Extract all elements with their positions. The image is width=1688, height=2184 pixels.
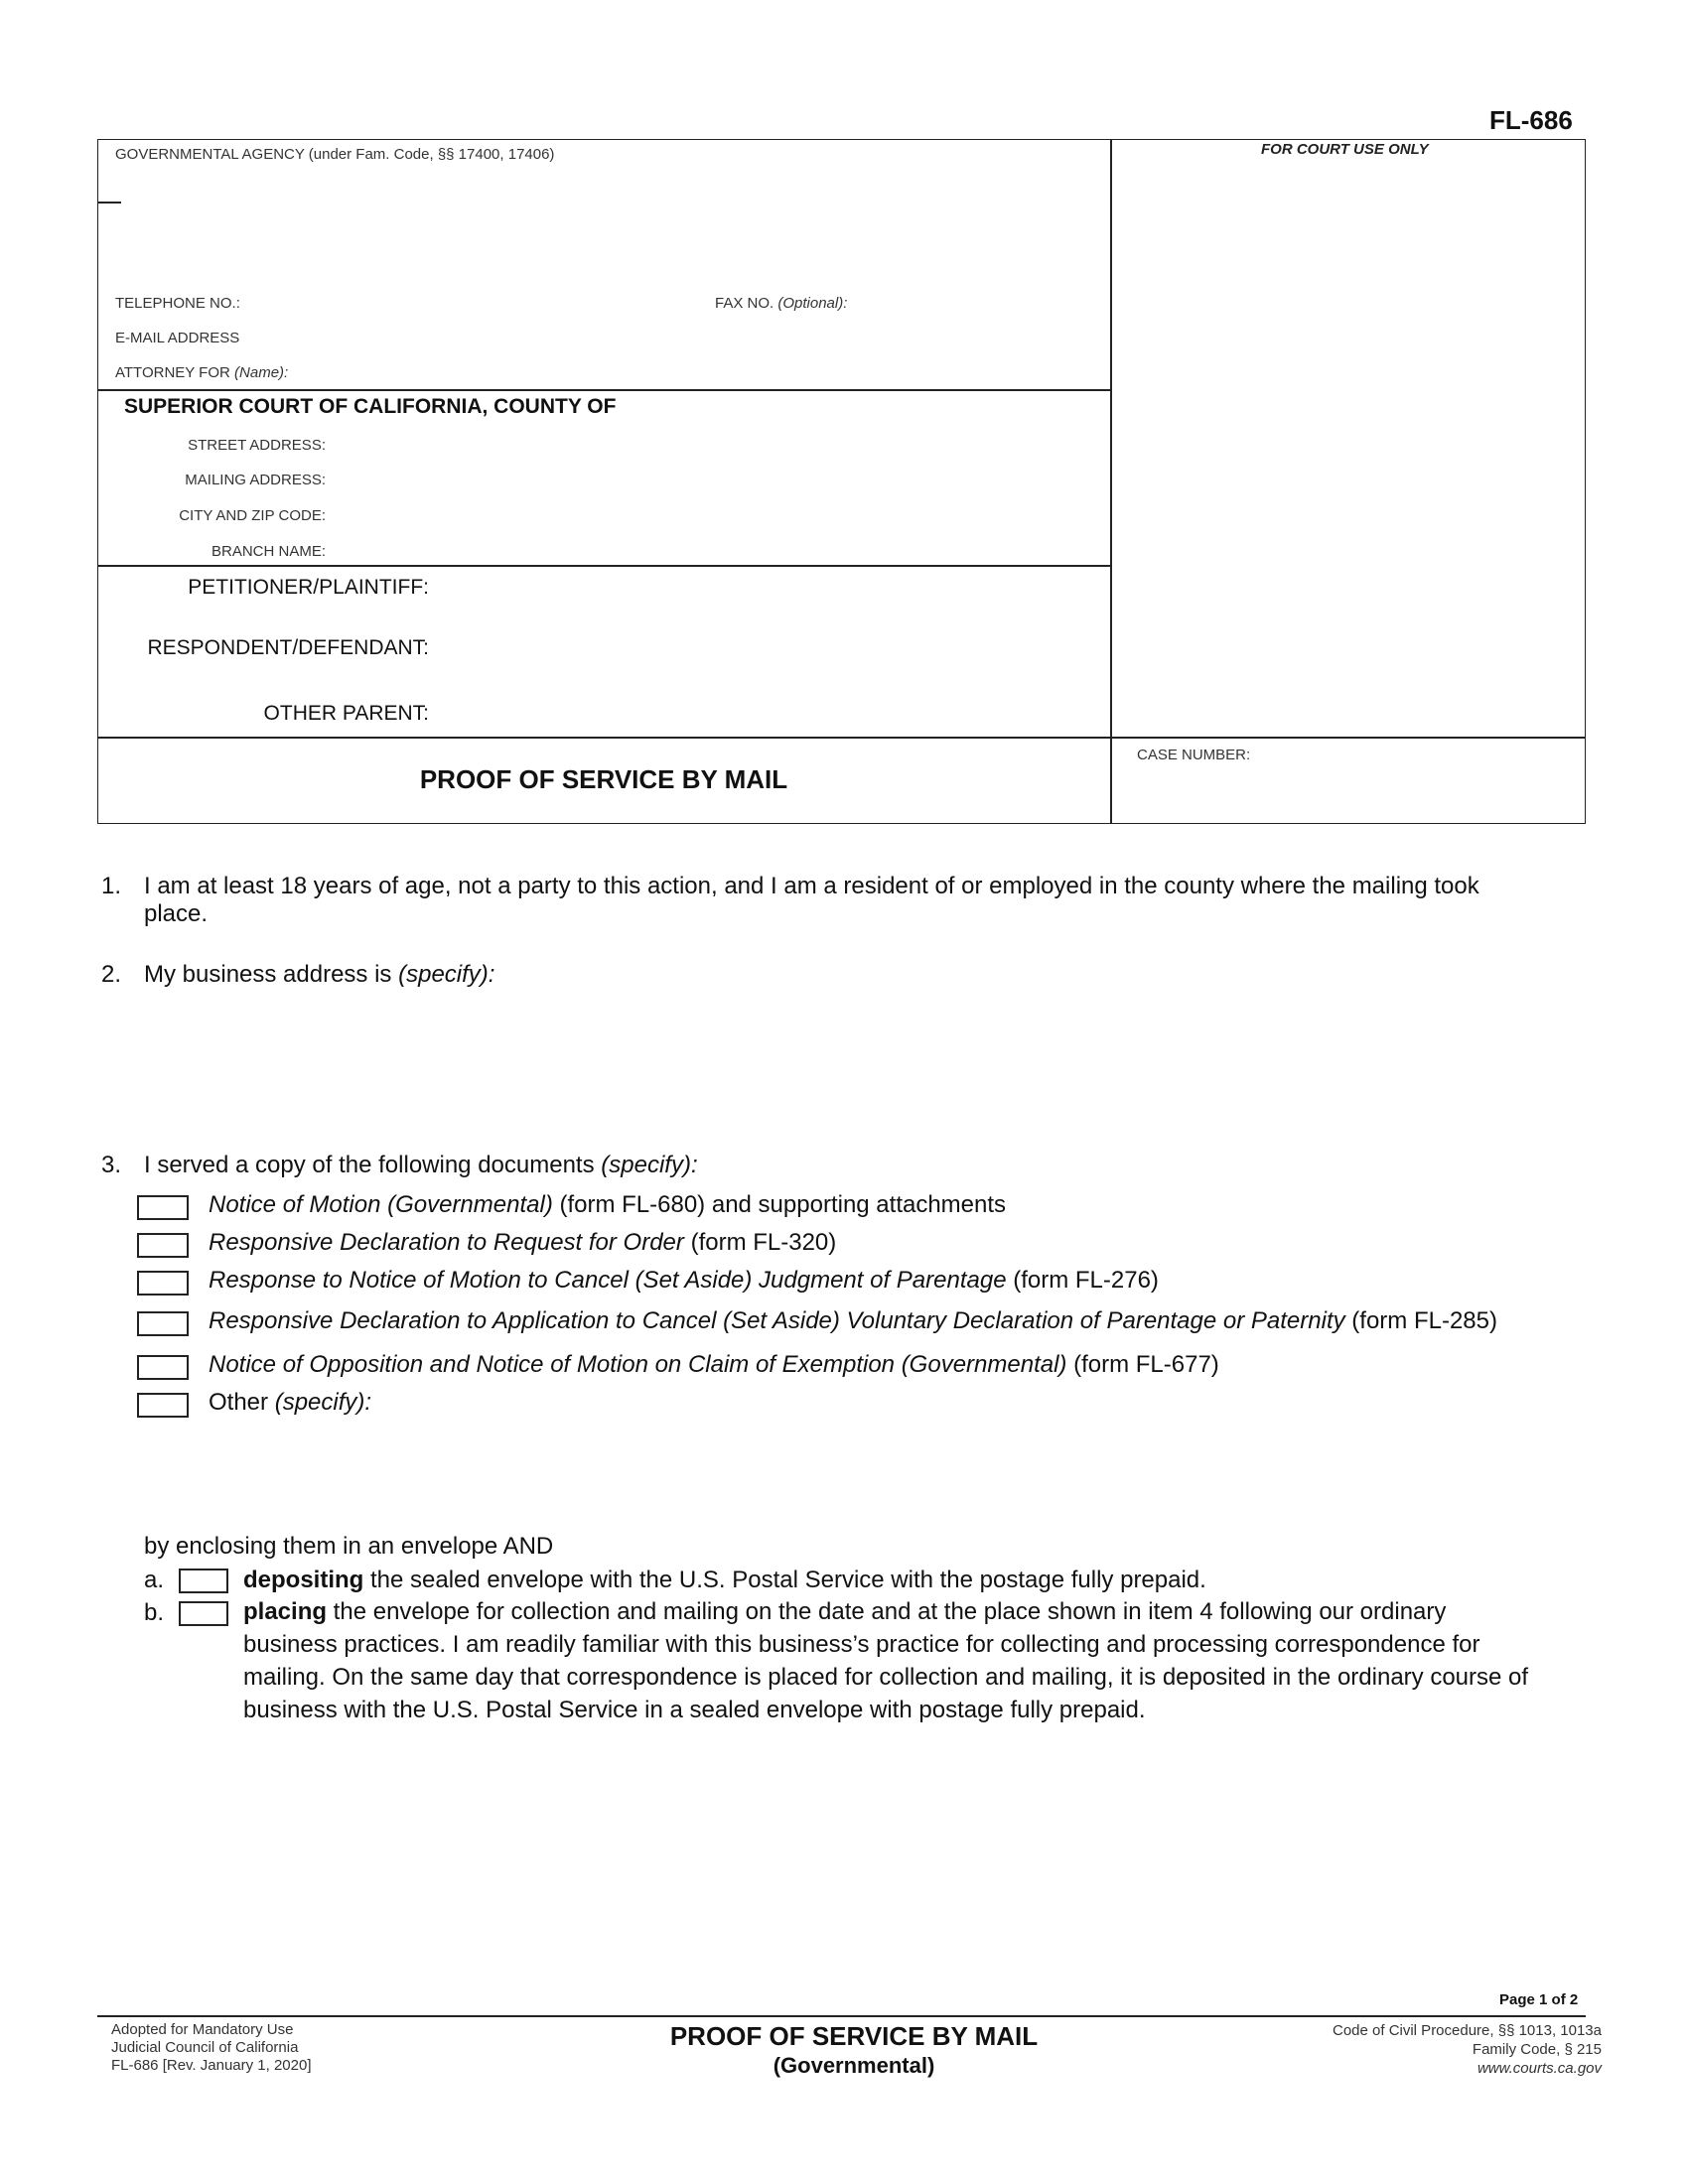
item-2-number: 2. (101, 961, 122, 988)
mailing-intro: by enclosing them in an envelope AND (144, 1533, 554, 1560)
checkbox-response-cancel-judgment[interactable] (137, 1271, 189, 1296)
case-number-label: CASE NUMBER: (1137, 747, 1251, 763)
adopted-info: Adopted for Mandatory Use Judicial Council of California FL-686 [Rev. January 1, 2020] (111, 2021, 312, 2074)
form-number: FL-686 (1489, 105, 1573, 135)
agency-label: GOVERNMENTAL AGENCY (under Fam. Code, §§ 17400, 17406) (115, 146, 555, 163)
footer-title: PROOF OF SERVICE BY MAIL (669, 2021, 1039, 2051)
footer-rule (97, 2015, 1586, 2017)
caption-divider (1110, 139, 1112, 824)
option-a-text: depositing the sealed envelope with the U.S. Postal Service with the postage fully prepaid. (243, 1567, 1206, 1593)
item-3-number: 3. (101, 1152, 122, 1178)
option-a-letter: a. (144, 1567, 165, 1593)
petitioner-label: PETITIONER/PLAINTIFF: (188, 576, 429, 599)
checkbox-other[interactable] (137, 1393, 189, 1418)
branch-name-label: BRANCH NAME: (211, 543, 326, 560)
code-references: Code of Civil Procedure, §§ 1013, 1013a Family Code, § 215 www.courts.ca.gov (1192, 2021, 1602, 2078)
other-option: Other (specify): (209, 1389, 372, 1416)
item-1-text: I am at least 18 years of age, not a party to this action, and I am a resident of or employed in the county where the mailing took place. (144, 873, 1479, 927)
checkbox-notice-of-opposition[interactable] (137, 1355, 189, 1380)
street-address-label: STREET ADDRESS: (188, 437, 326, 454)
checkbox-placing[interactable] (179, 1601, 228, 1626)
footer-subtitle: (Governmental) (773, 2053, 935, 2078)
document-option: Notice of Opposition and Notice of Motion on Claim of Exemption (Governmental) (form FL-677) (209, 1351, 1219, 1378)
checkbox-responsive-declaration[interactable] (137, 1233, 189, 1258)
checkbox-notice-of-motion[interactable] (137, 1195, 189, 1220)
option-b-text: placing the envelope for collection and mailing on the date and at the place shown in item 4 following our ordinary business practices. I am readily familiar with this business’s practice for collecting and processing correspondence for mailing. On the same day that correspondence is placed for collection and mailing, it is deposited in the ordinary course of business with the U.S. Postal Service in a sealed envelope with postage fully prepaid. (243, 1598, 1529, 1723)
form-title: PROOF OF SERVICE BY MAIL (419, 764, 788, 794)
document-option: Responsive Declaration to Application to Cancel (Set Aside) Voluntary Declaration of Parentage or Paternity (form FL-285) (209, 1307, 1497, 1334)
item-1-number: 1. (101, 873, 122, 899)
document-option: Notice of Motion (Governmental) (form FL-680) and supporting attachments (209, 1191, 1007, 1218)
agency-dash (97, 202, 121, 204)
checkbox-responsive-declaration-parentage[interactable] (137, 1311, 189, 1336)
court-use-label: FOR COURT USE ONLY (1261, 141, 1429, 158)
website-link[interactable]: www.courts.ca.gov (1477, 2060, 1602, 2077)
page-number: Page 1 of 2 (1499, 1991, 1579, 2008)
item-3-text: I served a copy of the following documents (specify): (144, 1152, 698, 1178)
other-parent-label: OTHER PARENT: (263, 702, 429, 725)
city-zip-label: CITY AND ZIP CODE: (179, 507, 326, 524)
respondent-label: RESPONDENT/DEFENDANT: (147, 636, 429, 659)
court-section-border (97, 389, 1110, 391)
telephone-label: TELEPHONE NO.: (115, 295, 240, 312)
parties-section-border (97, 565, 1110, 567)
option-b-letter: b. (144, 1599, 165, 1626)
item-2-text: My business address is (specify): (144, 961, 495, 988)
court-title: SUPERIOR COURT OF CALIFORNIA, COUNTY OF (124, 395, 617, 418)
fax-label: FAX NO. (Optional): (715, 295, 848, 312)
mailing-address-label: MAILING ADDRESS: (185, 472, 326, 488)
document-option: Response to Notice of Motion to Cancel (Set Aside) Judgment of Parentage (form FL-276) (209, 1267, 1159, 1294)
checkbox-depositing[interactable] (179, 1569, 228, 1593)
email-label: E-MAIL ADDRESS (115, 330, 240, 346)
attorney-for-label: ATTORNEY FOR (Name): (115, 364, 289, 381)
document-option: Responsive Declaration to Request for Order (form FL-320) (209, 1229, 837, 1256)
title-section-border (97, 737, 1586, 739)
